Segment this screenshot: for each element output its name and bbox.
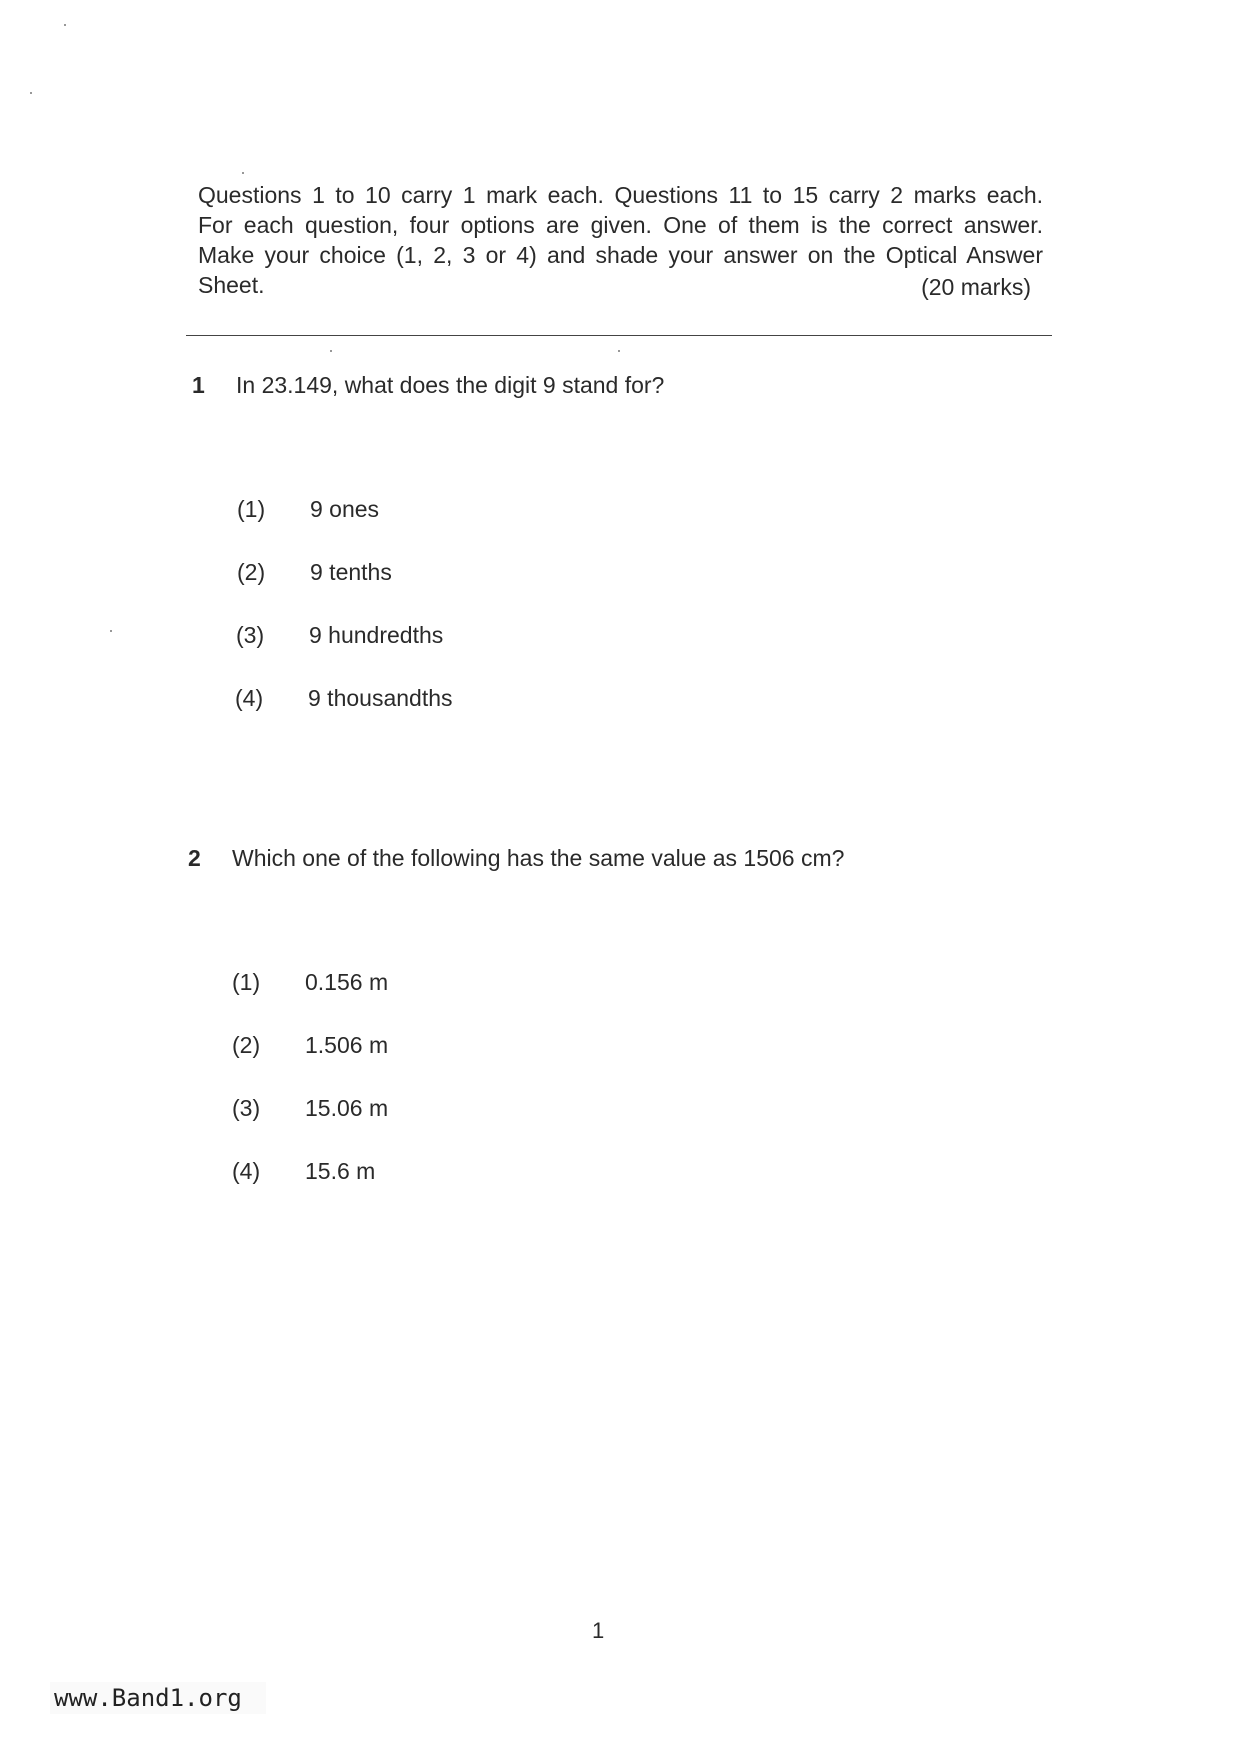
scan-speck bbox=[110, 630, 112, 632]
scan-speck bbox=[242, 172, 244, 174]
instructions-line-4 bbox=[198, 270, 1043, 300]
option-text: 15.06 m bbox=[305, 1095, 389, 1121]
option-label: (1) bbox=[232, 969, 261, 995]
footer-url: www.Band1.org bbox=[50, 1682, 266, 1714]
question-number: 1 bbox=[192, 372, 205, 398]
option-label: (2) bbox=[237, 559, 266, 585]
instructions-sheet-word: Sheet. bbox=[198, 272, 265, 298]
scan-speck bbox=[330, 350, 332, 352]
option-text: 9 hundredths bbox=[309, 622, 444, 648]
scan-speck bbox=[30, 92, 32, 94]
option-text: 1.506 m bbox=[305, 1032, 389, 1058]
scan-speck bbox=[64, 24, 66, 26]
option-label: (3) bbox=[236, 622, 265, 648]
option-label: (3) bbox=[232, 1095, 261, 1121]
option-label: (4) bbox=[232, 1158, 261, 1184]
option-text: 0.156 m bbox=[305, 969, 389, 995]
section-divider bbox=[186, 335, 1052, 336]
instructions-line-1: Questions 1 to 10 carry 1 mark each. Questions 11 to 15 carry 2 marks each. bbox=[198, 182, 1043, 208]
option-label: (1) bbox=[237, 496, 266, 522]
question-text: Which one of the following has the same value as 1506 cm? bbox=[232, 845, 845, 871]
scan-speck bbox=[618, 350, 620, 352]
option-text: 9 thousandths bbox=[308, 685, 453, 711]
option-label: (2) bbox=[232, 1032, 261, 1058]
total-marks: (20 marks) bbox=[921, 274, 1031, 300]
option-text: 9 ones bbox=[310, 496, 380, 522]
option-label: (4) bbox=[235, 685, 264, 711]
option-text: 9 tenths bbox=[310, 559, 392, 585]
instructions-line-3: Make your choice (1, 2, 3 or 4) and shade your answer on the Optical Answer bbox=[198, 242, 1043, 268]
instructions-block bbox=[198, 180, 1043, 300]
page-number: 1 bbox=[592, 1618, 605, 1643]
instructions-line-2: For each question, four options are given. One of them is the correct answer. bbox=[198, 212, 1043, 238]
question-number: 2 bbox=[188, 845, 201, 871]
question-text: In 23.149, what does the digit 9 stand for? bbox=[236, 372, 665, 398]
option-text: 15.6 m bbox=[305, 1158, 376, 1184]
